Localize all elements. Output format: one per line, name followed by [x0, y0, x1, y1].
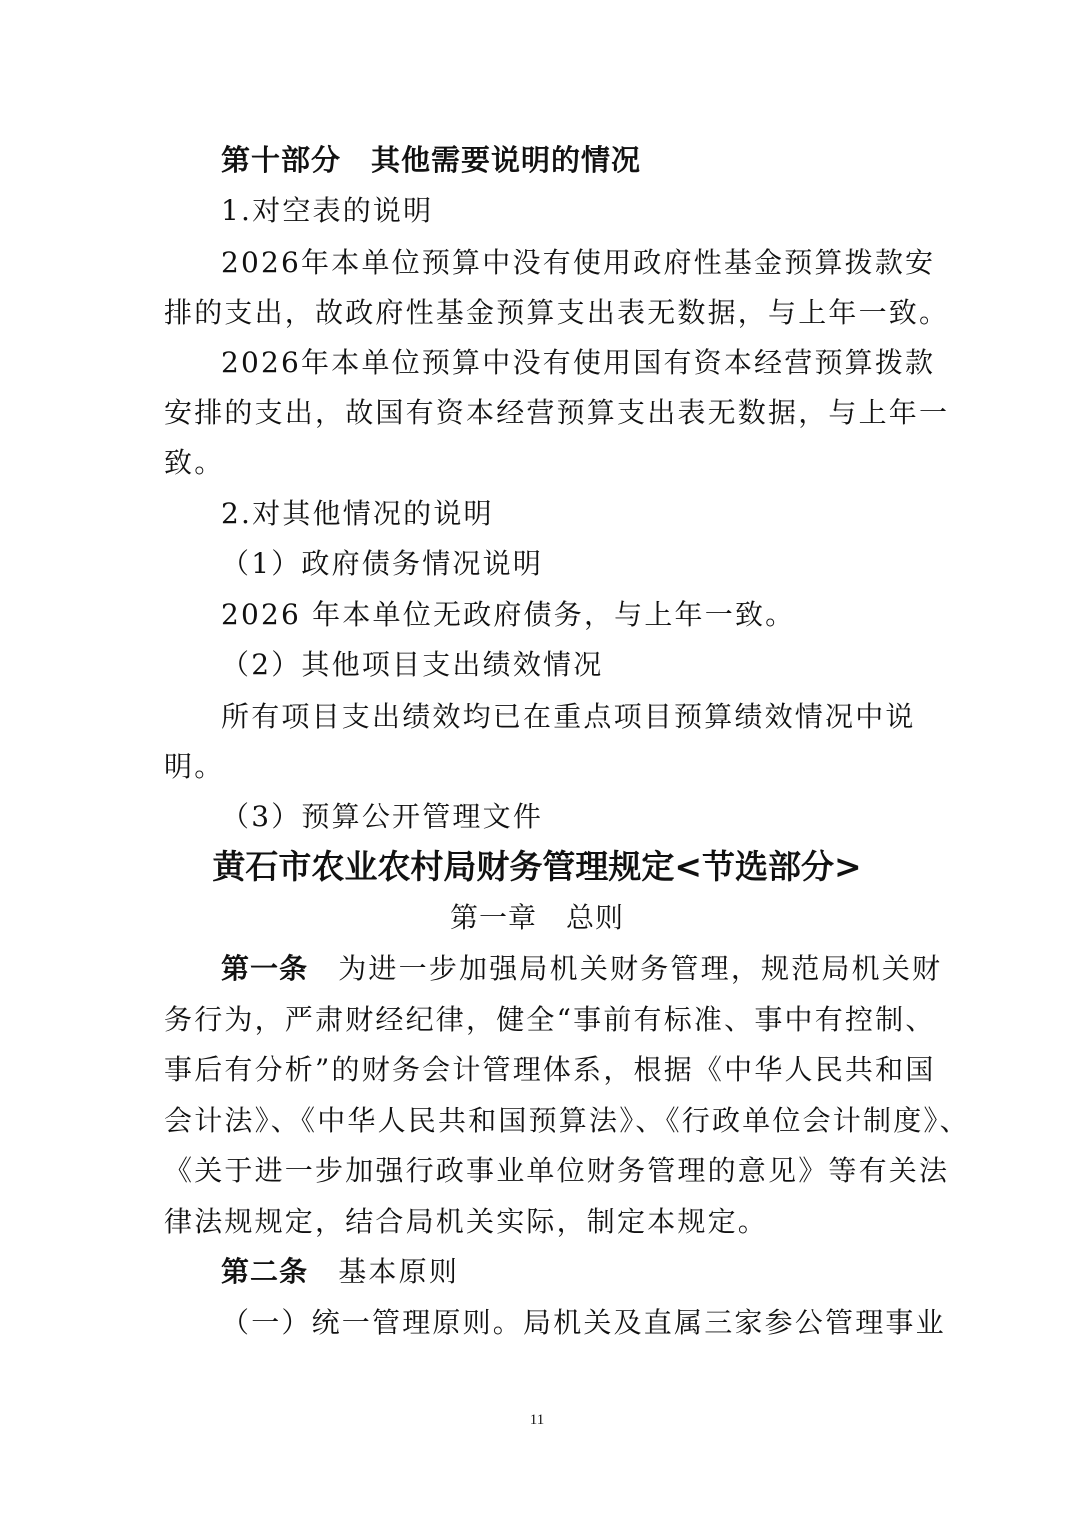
paragraph-line: 致。: [164, 446, 225, 479]
sub1-title: （1）政府债务情况说明: [221, 547, 544, 580]
article2-label: 第二条: [221, 1255, 309, 1288]
principle-line: （一）统一管理原则。局机关及直属三家参公管理事业: [221, 1306, 946, 1339]
article2-line: [221, 1247, 914, 1297]
page-number: 11: [529, 1412, 545, 1428]
paragraph-line: 《关于进一步加强行政事业单位财务管理的意见》等有关法: [164, 1154, 950, 1187]
item1-title: 1.对空表的说明: [221, 194, 434, 227]
paragraph-line: 明。: [164, 750, 225, 783]
paragraph-line: 2026年本单位预算中没有使用国有资本经营预算拨款: [221, 346, 936, 379]
paragraph-line: 安排的支出，故国有资本经营预算支出表无数据，与上年一: [164, 396, 950, 429]
document-title: 黄石市农业农村局财务管理规定<节选部分>: [212, 847, 862, 886]
paragraph-line: 所有项目支出绩效均已在重点项目预算绩效情况中说: [221, 700, 916, 733]
paragraph-line: 务行为，严肃财经纪律，健全“事前有标准、事中有控制、: [164, 1003, 936, 1036]
article1-label: 第一条: [221, 952, 309, 985]
sub2-title: （2）其他项目支出绩效情况: [221, 648, 604, 681]
article1-first-line: [221, 944, 943, 994]
section-heading: 第十部分 其他需要说明的情况: [221, 143, 642, 177]
paragraph-line: 2026年本单位预算中没有使用政府性基金预算拨款安: [221, 246, 936, 279]
sub1-text: 2026 年本单位无政府债务，与上年一致。: [221, 598, 796, 631]
paragraph-line: 排的支出，故政府性基金预算支出表无数据，与上年一致。: [164, 296, 950, 329]
paragraph-line: 会计法》、《中华人民共和国预算法》、《行政单位会计制度》、: [164, 1104, 970, 1137]
chapter-heading: 第一章 总则: [449, 901, 624, 934]
article1-text: 为进一步加强局机关财务管理，规范局机关财: [338, 952, 943, 985]
item2-title: 2.对其他情况的说明: [221, 497, 494, 530]
paragraph-line: 事后有分析”的财务会计管理体系，根据《中华人民共和国: [164, 1053, 936, 1086]
sub3-title: （3）预算公开管理文件: [221, 800, 544, 833]
paragraph-line: 律法规规定，结合局机关实际，制定本规定。: [164, 1205, 769, 1238]
article2-text: 基本原则: [338, 1255, 460, 1288]
